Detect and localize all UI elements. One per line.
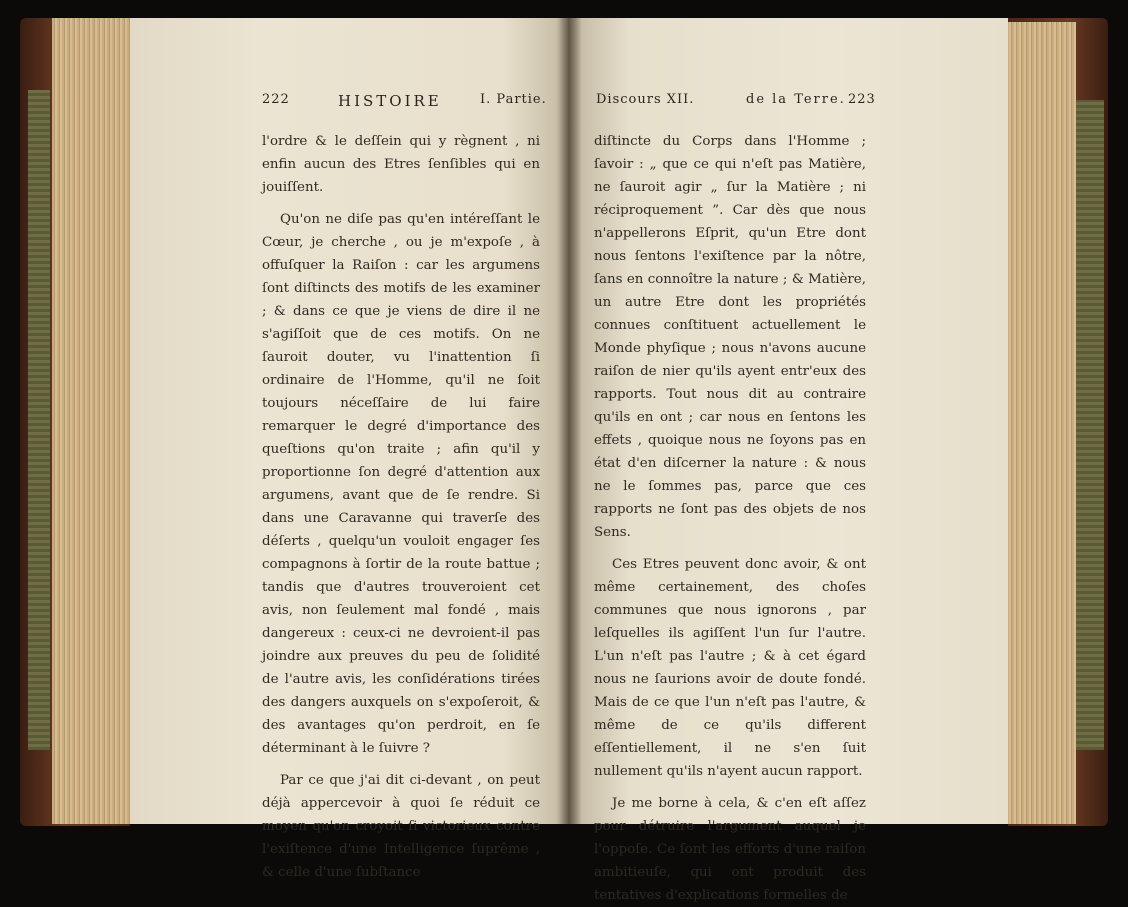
right-page-number: 223: [848, 92, 876, 107]
right-running-head: [596, 92, 876, 116]
right-paragraph: Ces Etres peuvent donc avoir, & ont même certainement, des choſes communes que nous ignorons , par leſquelles ils agiſſent l'un ſur l'autre. L'un n'eſt pas l'autre ; & à cet égard nous ne ſaurions avoir de doute fondé. Mais de ce que l'un n'eſt pas l'autre, & même de ce qu'ils different eſſentiellement, il ne s'en ſuit nullement qu'ils n'ayent aucun rapport.: [594, 557, 866, 779]
right-paragraph: diſtincte du Corps dans l'Homme ; ſavoir : „ que ce qui n'eſt pas Matière, ne ſauroit agir „ ſur la Matière ; ni réciproquement ”. Car dès que nous n'appellerons Eſprit, qu'un Etre dont nous ſentons l'exiſtence par la nôtre, ſans en connoître la nature ; & Matière, un autre Etre dont les propriétés connues conſtituent actuellement le Monde phyſique ; nous n'avons aucune raiſon de nier qu'ils ayent entr'eux des rapports. Tout nous dit au contraire qu'ils en ont ; car nous en ſentons les effets , quoique nous ne ſoyons pas en état d'en diſcerner la nature : & nous ne le ſommes pas, parce que ces rapports ne ſont pas des objets de nos Sens.: [594, 134, 866, 540]
left-board-edge: [28, 90, 50, 750]
left-paragraph: Qu'on ne diſe pas qu'en intéreſſant le Cœur, je cherche , ou je m'expoſe , à offuſquer la Raiſon : car les argumens ſont diſtincts des motifs de les examiner ; & dans ce que je viens de dire il ne s'agiſſoit que de ces motifs. On ne ſauroit douter, vu l'inattention ſi ordinaire de l'Homme, qu'il ne ſoit toujours néceſſaire de lui faire remarquer le degré d'importance des queſtions qu'on traite ; afin qu'il y proportionne ſon degré d'attention aux argumens, avant que de ſe rendre. Si dans une Caravanne qui traverſe des déſerts , quelqu'un vouloit engager ſes compagnons à ſortir de la route battue ; tandis que d'autres trouveroient cet avis, non ſeulement mal fondé , mais dangereux : ceux-ci ne devroient-il pas joindre aux preuves du peu de ſolidité de l'autre avis, les conſidérations tirées des dangers auxquels on s'expoſeroit, & des avantages qu'on perdroit, en ſe déterminant à le ſuivre ?: [262, 212, 540, 756]
left-running-title: HISTOIRE: [338, 92, 442, 110]
right-running-title-left: Discours XII.: [596, 92, 695, 107]
left-body-text: [262, 130, 540, 884]
left-page-number: 222: [262, 92, 290, 107]
right-running-title-right: de la Terre.: [746, 92, 846, 107]
gutter-shadow: [556, 18, 582, 824]
left-page-stack: [52, 18, 136, 824]
left-running-head: [262, 92, 552, 116]
right-paragraph: Je me borne à cela, & c'en eſt aſſez pour détruire l'argument auquel je l'oppoſe. Ce ſont les efforts d'une raiſon ambitieuſe, qui ont produit des tentatives d'explications formelles de: [594, 796, 866, 903]
right-body-text: [594, 130, 866, 907]
left-part-label: I. Partie.: [480, 92, 547, 107]
right-page-stack: [1004, 22, 1076, 824]
left-paragraph: Par ce que j'ai dit ci-devant , on peut déjà appercevoir à quoi ſe réduit ce moyen qu'on croyoit ſi victorieux contre l'exiſtence d'une Intelligence ſuprême , & celle d'une ſubſtance: [262, 773, 540, 880]
left-paragraph: l'ordre & le deſſein qui y règnent , ni enfin aucun des Etres ſenſibles qui en jouiſſent.: [262, 134, 540, 195]
right-board-edge: [1074, 100, 1104, 750]
